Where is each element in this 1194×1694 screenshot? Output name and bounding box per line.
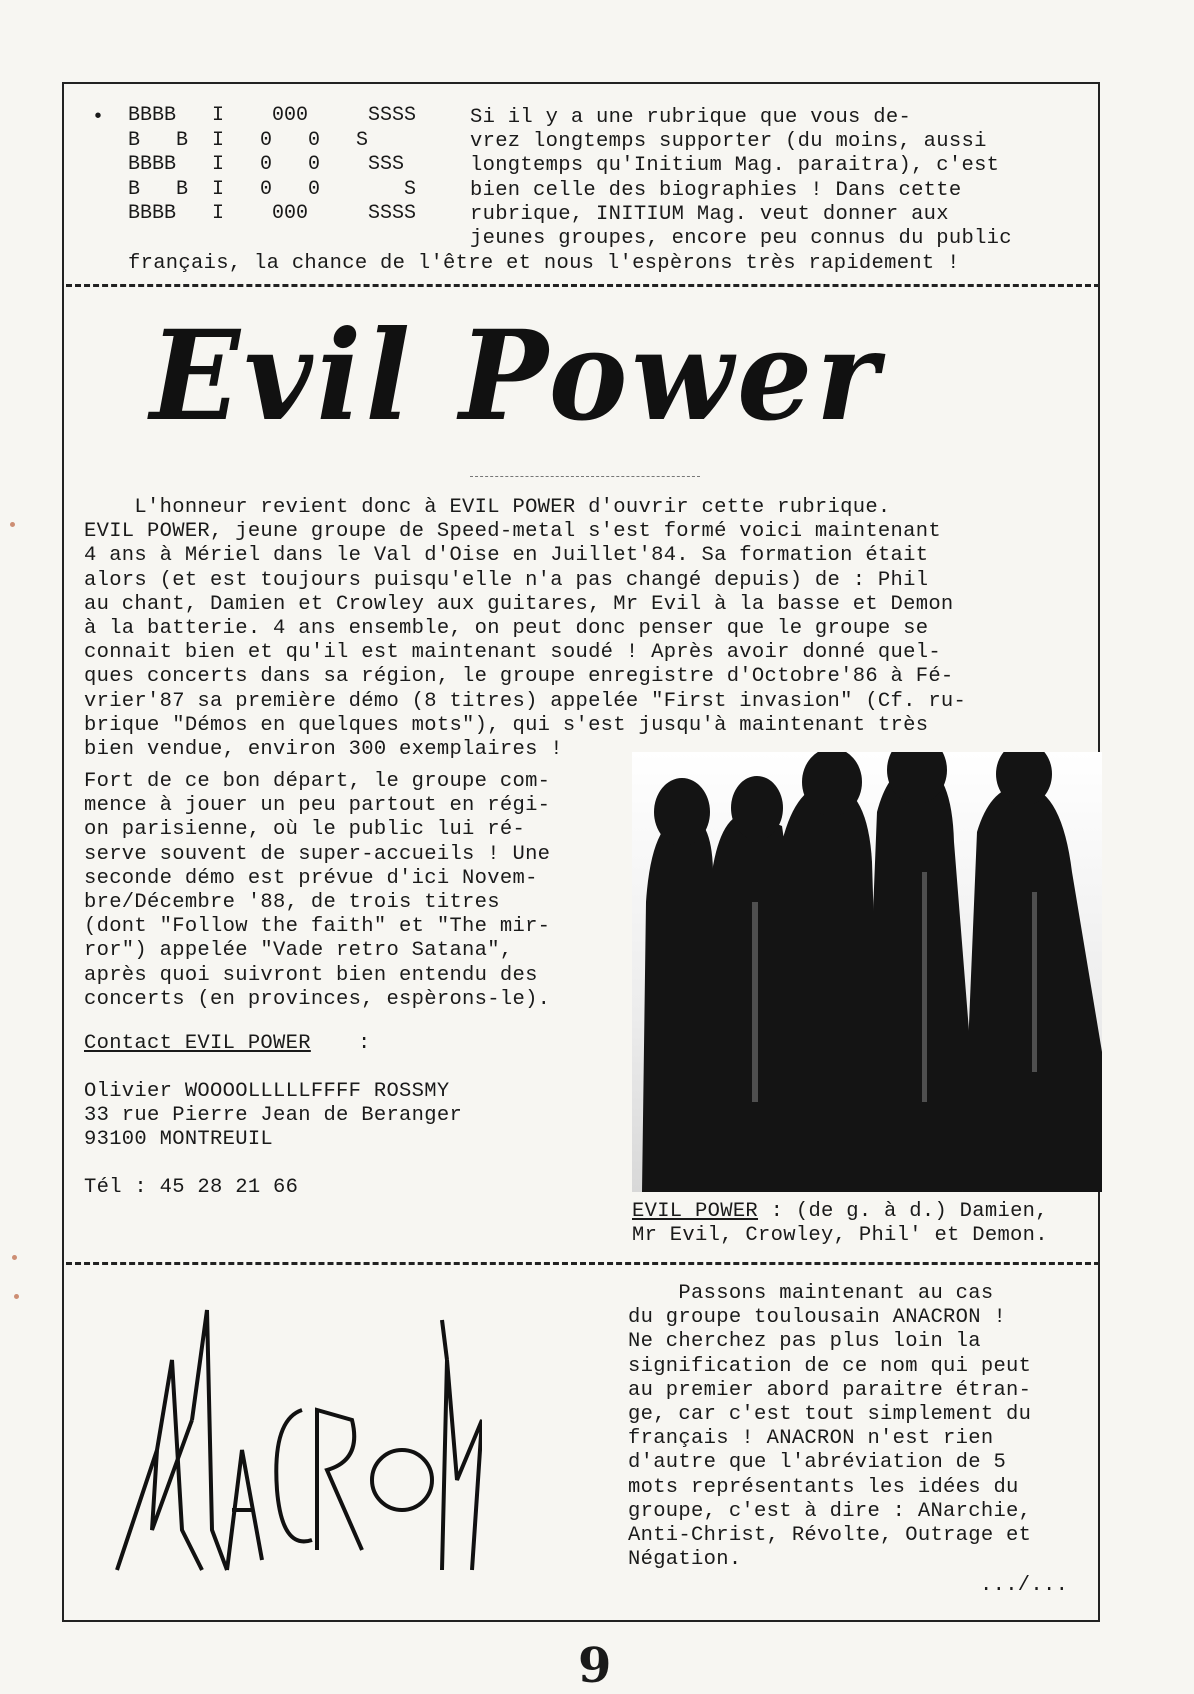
evil-power-body-side: Fort de ce bon départ, le groupe com- mence à jouer un peu partout en régi- on parisienne, où le public lui ré- serve souvent de super-accueils ! Une seconde démo est prévue d'ici Novem- bre/Décembre '88, de trois titres (dont "Follow the faith" et "The mir- ror") appelée "Vade retro Satana", après quoi suivront bien entendu des concerts (en provinces, espèrons-le). (84, 770, 551, 1011)
band-photo (632, 752, 1102, 1192)
photo-caption (632, 1200, 1048, 1248)
intro-last-line: français, la chance de l'être et nous l'espèrons très rapidement ! (128, 252, 960, 275)
caption-band-name: EVIL POWER (632, 1200, 759, 1223)
contact-colon: : (358, 1032, 371, 1055)
paper-speck (12, 1255, 17, 1260)
paper-speck (14, 1294, 19, 1299)
logo-underline (470, 476, 700, 477)
evil-power-logo: Evil Power (150, 302, 883, 449)
anacron-text: Passons maintenant au cas du groupe toulousain ANACRON ! Ne cherchez pas plus loin la signification de ce nom qui peut au premier abord paraitre étran- ge, car c'est tout simplement du français ! ANACRON n'est rien d'autre que l'abréviation de 5 mots représentants les idées du groupe, c'est à dire : ANarchie, Anti-Christ, Révolte, Outrage et Négation. (628, 1282, 1032, 1572)
divider-top (66, 284, 1100, 287)
bios-ascii-art: BBBB I 000 SSSS B B I 0 0 S BBBB I 0 0 SSS B B I 0 0 S BBBB I 000 SSSS (128, 104, 417, 225)
band-silhouettes (632, 752, 1102, 1192)
contact-phone: Tél : 45 28 21 66 (84, 1176, 299, 1199)
page-number: 9 (578, 1638, 612, 1694)
continued-marker: .../... (980, 1574, 1069, 1597)
contact-heading: Contact EVIL POWER (84, 1032, 311, 1055)
anacron-logo (112, 1300, 482, 1580)
bullet-mark: • (92, 106, 105, 129)
caption-text: : (de g. à d.) Damien, Mr Evil, Crowley, Phil' et Demon. (632, 1200, 1048, 1248)
divider-bottom (66, 1262, 1100, 1265)
paper-speck (10, 522, 15, 527)
intro-text: Si il y a une rubrique que vous de- vrez longtemps supporter (du moins, aussi longtemps qu'Initium Mag. paraitra), c'est bien celle des biographies ! Dans cette rubrique, INITIUM Mag. veut donner aux jeunes groupes, encore peu connus du public (470, 106, 1012, 251)
contact-address: Olivier WOOOOLLLLLFFFF ROSSMY 33 rue Pierre Jean de Beranger 93100 MONTREUIL (84, 1080, 463, 1152)
evil-power-body: L'honneur revient donc à EVIL POWER d'ouvrir cette rubrique. EVIL POWER, jeune groupe de Speed-metal s'est formé voici maintenant 4 ans à Mériel dans le Val d'Oise en Juillet'84. Sa formation était alors (et est toujours puisqu'elle n'a pas changé depuis) de : Phil au chant, Damien et Crowley aux guitares, Mr Evil à la basse et Demon à la batterie. 4 ans ensemble, on peut donc penser que le groupe se connait bien et qu'il est maintenant soudé ! Après avoir donné quel- ques concerts dans sa région, le groupe enregistre d'Octobre'86 à Fé- vrier'87 sa première démo (8 titres) appelée "First invasion" (Cf. ru- brique "Démos en quelques mots"), qui s'est jusqu'à maintenant très bien vendue, environ 300 exemplaires ! (84, 496, 967, 762)
